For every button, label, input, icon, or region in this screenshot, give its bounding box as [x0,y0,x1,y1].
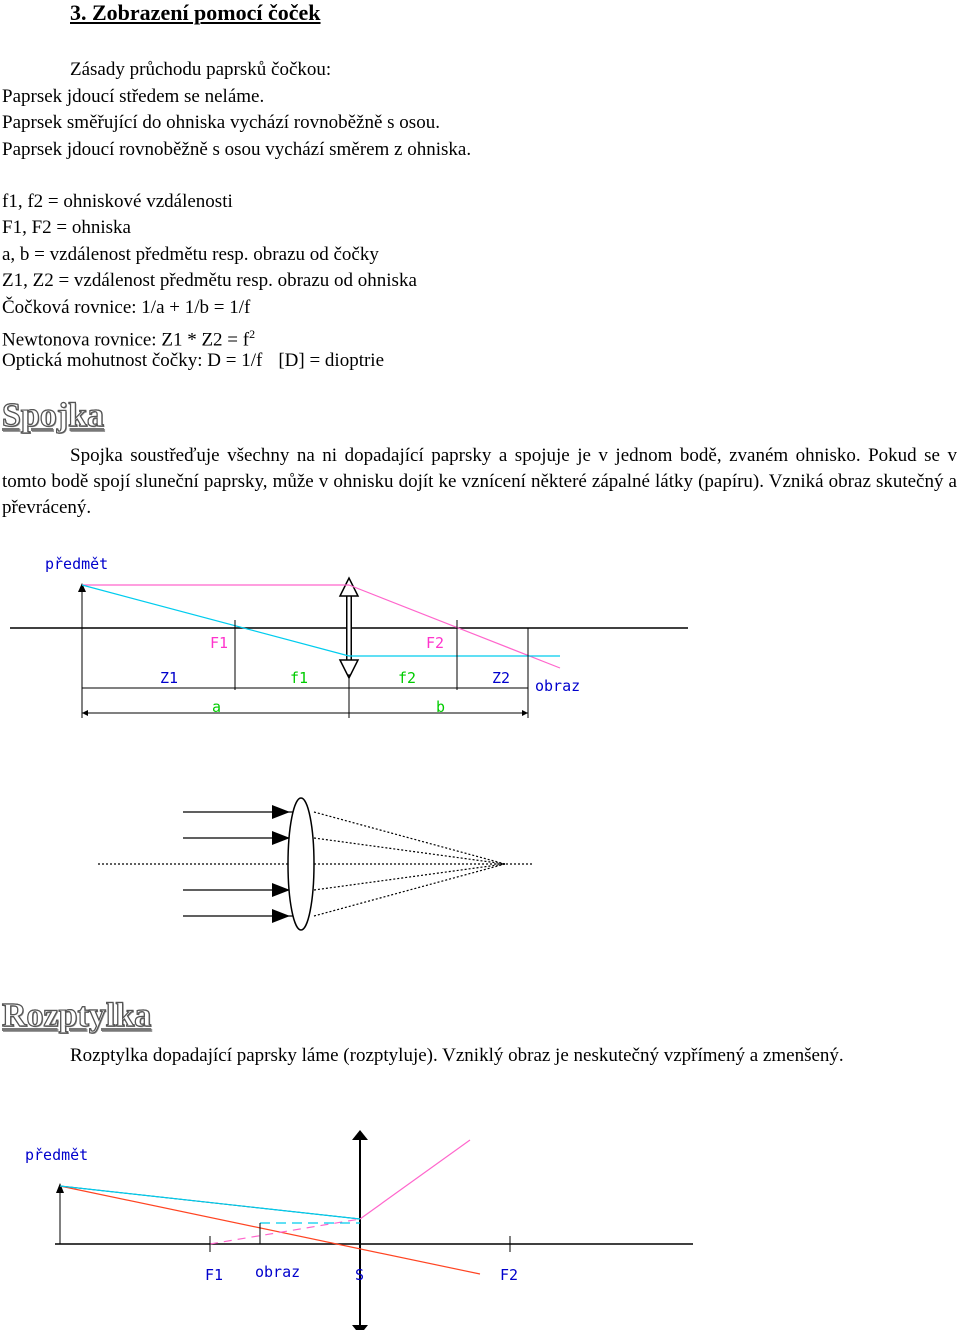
diverging-lens-diagram [0,1130,700,1330]
label-f1: f1 [290,669,309,687]
power-unit: [D] = dioptrie [278,350,385,371]
newton-text: Newtonova rovnice: Z1 * Z2 = f [2,329,250,351]
rozptylka-paragraph: Rozptylka dopadající paprsky láme (rozptyluje). Vzniklý obraz je neskutečný vzpřímený a zmenšený. [70,1045,844,1066]
newton-exponent: 2 [249,327,256,341]
rule-item: Paprsek jdoucí rovnoběžně s osou vychází směrem z ohniska. [2,139,472,160]
power-text: Optická mohutnost čočky: D = 1/f [2,350,263,371]
converging-lens-diagram [0,550,700,725]
definition-line: a, b = vzdálenost předmětu resp. obrazu od čočky [2,244,379,265]
label-object: předmět [45,555,109,573]
converging-rays-diagram [0,790,560,940]
definition-line: Z1, Z2 = vzdálenost předmětu resp. obrazu od ohniska [2,270,417,291]
rule-item: Paprsek jdoucí středem se neláme. [2,86,265,107]
label-b: b [436,698,446,716]
label-S: S [355,1266,365,1284]
optical-power [2,348,384,374]
definition-line: F1, F2 = ohniska [2,217,131,238]
label-f2: f2 [398,669,417,687]
section-heading-rozptylka: Rozptylka [2,997,152,1034]
definition-line: Čočková rovnice: 1/a + 1/b = 1/f [2,297,251,318]
label-Z1: Z1 [160,669,179,687]
label-F2: F2 [426,634,445,652]
label-image: obraz [255,1263,301,1281]
label-F2: F2 [500,1266,519,1284]
spojka-paragraph: Spojka soustřeďuje všechny na ni dopadající paprsky a spojuje je v jednom bodě, zvaném ohnisko. Pokud se v tomto bodě spojí sluneční paprsky, může v ohnisku dojít ke vznícení některé zápalné látky (papíru). Vzniká obraz skutečný a převrácený. [2,445,957,518]
label-Z2: Z2 [492,669,511,687]
page-title: 3. Zobrazení pomocí čoček [70,0,321,25]
label-image: obraz [535,677,581,695]
section-heading-spojka: Spojka [2,397,105,434]
rule-item: Paprsek směřující do ohniska vychází rovnoběžně s osou. [2,112,440,133]
definition-line: f1, f2 = ohniskové vzdálenosti [2,191,233,212]
label-a: a [212,698,222,716]
label-F1: F1 [205,1266,224,1284]
label-F1: F1 [210,634,229,652]
label-object: předmět [25,1146,89,1164]
rules-heading: Zásady průchodu paprsků čočkou: [70,59,332,80]
